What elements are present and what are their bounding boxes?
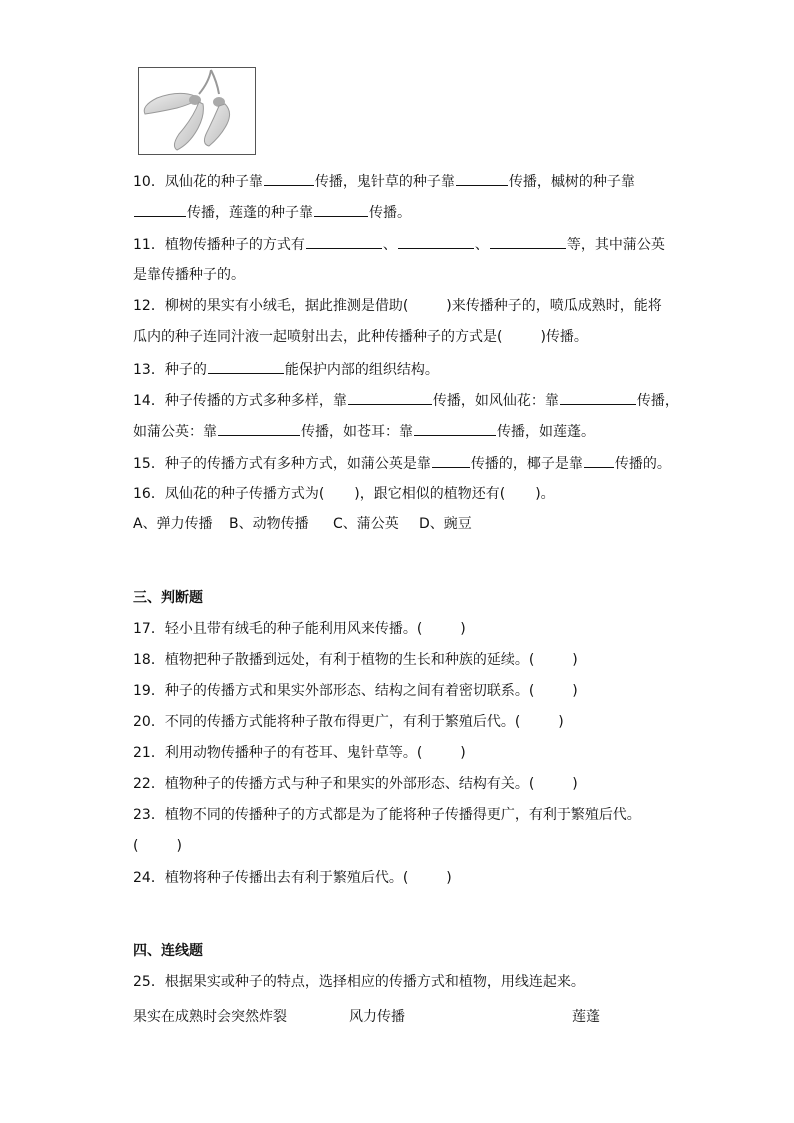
blank[interactable] — [348, 390, 432, 405]
q11-sep: 、 — [382, 237, 397, 253]
question-11-line-1 — [133, 234, 665, 255]
judge-item — [133, 712, 564, 732]
question-10-line-1 — [133, 171, 635, 192]
question-13 — [133, 359, 439, 380]
q15-text-c: 传播的。 — [614, 456, 671, 472]
question-12-line-1 — [133, 296, 662, 316]
q15-text-a: 15．种子的传播方式有多种方式，如蒲公英是靠 — [133, 456, 431, 472]
q10-text-d: 传播，莲蓬的种子靠 — [187, 205, 313, 221]
blank[interactable] — [414, 421, 496, 436]
blank[interactable] — [306, 234, 382, 249]
judge-item — [133, 619, 466, 639]
question-16 — [133, 484, 555, 504]
question-25: 25．根据果实或种子的特点，选择相应的传播方式和植物，用线连起来。 — [133, 974, 585, 990]
q11-text-b: 等，其中蒲公英 — [566, 237, 665, 253]
judge-text: 21．利用动物传播种子的有苍耳、鬼针草等。( — [133, 745, 423, 761]
q14-text-c: 传播， — [636, 393, 679, 409]
question-14-line-1 — [133, 390, 679, 411]
judge-item — [133, 805, 641, 825]
q14-text-a: 14．种子传播的方式多种多样，靠 — [133, 393, 347, 409]
blank[interactable] — [560, 390, 636, 405]
q12-text-a: 12．柳树的果实有小绒毛，据此推测是借助( — [133, 298, 409, 314]
blank[interactable] — [264, 171, 314, 186]
judge-text: 18．植物把种子散播到远处，有利于植物的生长和种族的延续。( — [133, 652, 535, 668]
question-16-options — [133, 514, 472, 534]
judge-item — [133, 774, 578, 794]
q11-sep: 、 — [474, 237, 489, 253]
maple-seed-icon — [139, 68, 255, 154]
section-4-heading: 四、连线题 — [133, 943, 203, 959]
q12-text-b: )来传播种子的，喷瓜成熟时，能将 — [446, 298, 662, 314]
blank[interactable] — [456, 171, 508, 186]
judge-close: ) — [460, 745, 466, 761]
match-col3-item[interactable]: 莲蓬 — [572, 1009, 600, 1025]
q11-text-a: 11．植物传播种子的方式有 — [133, 237, 305, 253]
option-d[interactable]: D、豌豆 — [419, 516, 472, 532]
match-col1-item[interactable]: 果实在成熟时会突然炸裂 — [133, 1009, 287, 1025]
judge-close: ) — [558, 714, 564, 730]
judge-text: 17．轻小且带有绒毛的种子能利用风来传播。( — [133, 621, 423, 637]
q10-text-e: 传播。 — [369, 205, 411, 221]
question-14-line-2 — [133, 421, 595, 442]
q13-text-a: 13．种子的 — [133, 362, 207, 378]
blank[interactable] — [218, 421, 300, 436]
blank[interactable] — [314, 202, 368, 217]
q14-text-e: 传播，如苍耳：靠 — [301, 424, 413, 440]
q16-text-a: 16．凤仙花的种子传播方式为( — [133, 486, 325, 502]
q14-text-b: 传播，如风仙花：靠 — [432, 393, 559, 409]
blank[interactable] — [208, 359, 284, 374]
blank[interactable] — [134, 202, 186, 217]
question-10-line-2 — [133, 202, 411, 223]
judge-close: ) — [572, 683, 578, 699]
question-11-line-2 — [133, 265, 245, 285]
judge-close: ) — [176, 838, 182, 854]
judge-text: 24．植物将种子传播出去有利于繁殖后代。( — [133, 870, 409, 886]
judge-close: ) — [460, 621, 466, 637]
judge-item — [133, 868, 452, 888]
judge-text: 19．种子的传播方式和果实外部形态、结构之间有着密切联系。( — [133, 683, 535, 699]
judge-close: ) — [446, 870, 452, 886]
blank[interactable] — [490, 234, 566, 249]
option-a[interactable]: A、弹力传播 — [133, 516, 213, 532]
question-15 — [133, 453, 671, 474]
judge-close: ) — [572, 776, 578, 792]
judge-item — [133, 650, 578, 670]
q12-text-c: 瓜内的种子连同汁液一起喷射出去，此种传播种子的方式是( — [133, 329, 503, 345]
question-12-line-2 — [133, 327, 588, 347]
q16-text-c: )。 — [535, 486, 555, 502]
judge-text: ( — [133, 838, 139, 854]
q10-text-c: 传播，槭树的种子靠 — [508, 174, 635, 190]
judge-item — [133, 743, 466, 763]
q10-text-a: 10．凤仙花的种子靠 — [133, 174, 263, 190]
judge-text: 23．植物不同的传播种子的方式都是为了能将种子传播得更广，有利于繁殖后代。 — [133, 807, 641, 823]
section-3-heading: 三、判断题 — [133, 590, 203, 606]
blank[interactable] — [398, 234, 474, 249]
q14-text-d: 如蒲公英：靠 — [133, 424, 217, 440]
option-b[interactable]: B、动物传播 — [229, 516, 309, 532]
judge-text: 22．植物种子的传播方式与种子和果实的外部形态、结构有关。( — [133, 776, 535, 792]
blank[interactable] — [432, 453, 470, 468]
q14-text-f: 传播，如莲蓬。 — [497, 424, 595, 440]
q13-text-b: 能保护内部的组织结构。 — [284, 362, 439, 378]
judge-close: ) — [572, 652, 578, 668]
q11-text-c: 是靠传播种子的。 — [133, 267, 245, 283]
match-col2-item[interactable]: 风力传播 — [349, 1009, 405, 1025]
q16-text-b: )，跟它相似的植物还有( — [354, 486, 506, 502]
option-c[interactable]: C、蒲公英 — [333, 516, 399, 532]
q15-text-b: 传播的，椰子是靠 — [470, 456, 583, 472]
judge-item-continuation — [133, 836, 182, 856]
judge-text: 20．不同的传播方式能将种子散布得更广，有利于繁殖后代。( — [133, 714, 521, 730]
judge-item — [133, 681, 578, 701]
q10-text-b: 传播，鬼针草的种子靠 — [314, 174, 455, 190]
blank[interactable] — [584, 453, 614, 468]
maple-seed-image — [138, 67, 256, 155]
q12-text-d: )传播。 — [540, 329, 588, 345]
